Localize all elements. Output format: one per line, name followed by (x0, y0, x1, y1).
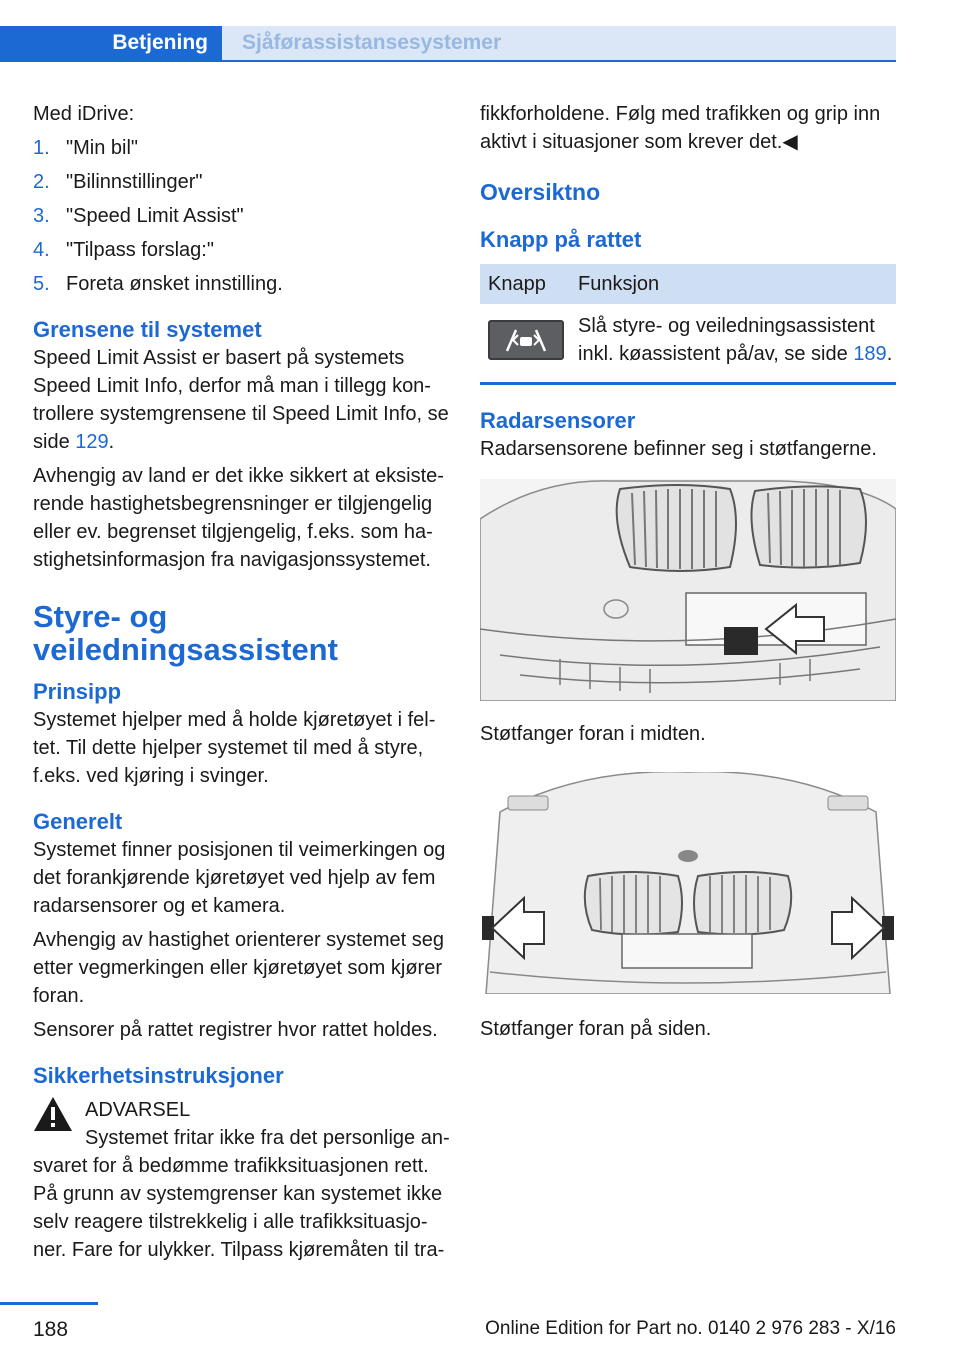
column-header-function: Funksjon (570, 264, 896, 304)
limits-paragraph-1 (33, 344, 451, 456)
section-tab-inactive: Sjåførassistansesystemer (222, 26, 896, 60)
general-paragraph-3: Sensorer på rattet registrer hvor rattet holdes. (33, 1019, 438, 1041)
edition-text: Online Edition for Part no. 0140 2 976 283 - X/16 (485, 1318, 896, 1339)
footer-rule (0, 1302, 98, 1305)
button-function-table (480, 264, 896, 376)
table-row (480, 304, 896, 376)
page-link-189[interactable]: 189 (853, 343, 887, 365)
page-link-129[interactable]: 129 (75, 431, 109, 453)
function-period: . (886, 343, 893, 365)
step-item (33, 270, 451, 298)
idrive-steps (33, 134, 451, 298)
step-item (33, 202, 451, 230)
caption-bumper-side: Støtfanger foran på siden. (480, 1018, 712, 1040)
heading-radar: Radarsensorer (480, 408, 636, 433)
warning-title: ADVARSEL (85, 1099, 191, 1121)
step-text: "Tilpass forslag:" (66, 239, 214, 261)
steering-assist-button (488, 320, 564, 360)
step-item (33, 236, 451, 264)
step-number: 3. (33, 205, 50, 227)
step-text: "Min bil" (66, 137, 138, 159)
heading-system-limits: Grensene til systemet (33, 317, 262, 342)
page-header (0, 26, 896, 62)
chapter-title: Styre- og veiledningsassistent (33, 599, 338, 667)
button-cell (480, 304, 570, 376)
left-column (33, 100, 451, 1264)
step-text: "Bilinnstillinger" (66, 171, 203, 193)
section-tab-active: Betjening (0, 26, 222, 60)
page-number: 188 (33, 1318, 69, 1341)
warning-triangle-icon (33, 1096, 73, 1132)
header-rule (0, 60, 896, 62)
heading-overview: Oversiktno (480, 179, 601, 205)
caption-bumper-center: Støtfanger foran i midten. (480, 723, 706, 745)
radar-paragraph: Radarsensorene befinner seg i støtfangerne. (480, 438, 877, 460)
step-number: 2. (33, 171, 50, 193)
idrive-intro: Med iDrive: (33, 103, 135, 125)
bumper-center-illustration (480, 479, 896, 701)
lane-assist-icon (503, 327, 549, 353)
right-column (480, 100, 896, 1049)
warning-text-first-line: Systemet fritar ikke fra det personlige an- (85, 1127, 450, 1149)
table-bottom-rule (480, 382, 896, 385)
step-item (33, 134, 451, 162)
step-text: "Speed Limit Assist" (66, 205, 244, 227)
warning-continuation: fikkforholdene. Følg med trafikken og grip inn aktivt i situasjoner som krever det.◀ (480, 103, 881, 153)
column-header-button: Knapp (480, 264, 570, 304)
limits-period: . (108, 431, 115, 453)
function-cell (570, 304, 896, 376)
limits-paragraph-2: Avhengig av land er det ikke sikkert at eksiste-rende hastighetsbegrensninger er tilgjengelig eller ev. begrenset tilgjengelig, f.eks. som ha-stighetsinformasjon fra navigasjonssystemet. (33, 465, 444, 571)
step-text: Foreta ønsket innstilling. (66, 273, 283, 295)
step-item (33, 168, 451, 196)
bumper-side-illustration (480, 772, 896, 994)
general-paragraph-2: Avhengig av hastighet orienterer systemet seg etter vegmerkingen eller kjøretøyet som kjører foran. (33, 929, 444, 1007)
function-text: Slå styre- og veiledningsassistent inkl. køassistent på/av, se side (578, 315, 875, 365)
heading-general: Generelt (33, 809, 123, 834)
heading-principle: Prinsipp (33, 679, 122, 704)
heading-steering-button: Knapp på rattet (480, 227, 642, 252)
step-number: 4. (33, 239, 50, 261)
warning-text: svaret for å bedømme trafikksituasjonen rett. På grunn av systemgrenser kan systemet ikke selv reagere tilstrekkelig i alle trafikksituasjo-ner. Fare for ulykker. Tilpass kjøremåten til tra- (33, 1155, 445, 1261)
step-number: 1. (33, 137, 50, 159)
step-number: 5. (33, 273, 50, 295)
principle-paragraph: Systemet hjelper med å holde kjøretøyet i fel-tet. Til dette hjelper systemet til med å styre, f.eks. ved kjøring i svinger. (33, 709, 436, 787)
warning-block (33, 1096, 451, 1152)
table-header-row (480, 264, 896, 304)
general-paragraph-1: Systemet finner posisjonen til veimerkingen og det forankjørende kjøretøyet ved hjelp av fem radarsensorer og et kamera. (33, 839, 446, 917)
heading-safety: Sikkerhetsinstruksjoner (33, 1063, 284, 1088)
limits-text: Speed Limit Assist er basert på systemets Speed Limit Info, derfor må man i tillegg kon-trollere systemgrensene til Speed Limit Info, se side (33, 347, 449, 453)
